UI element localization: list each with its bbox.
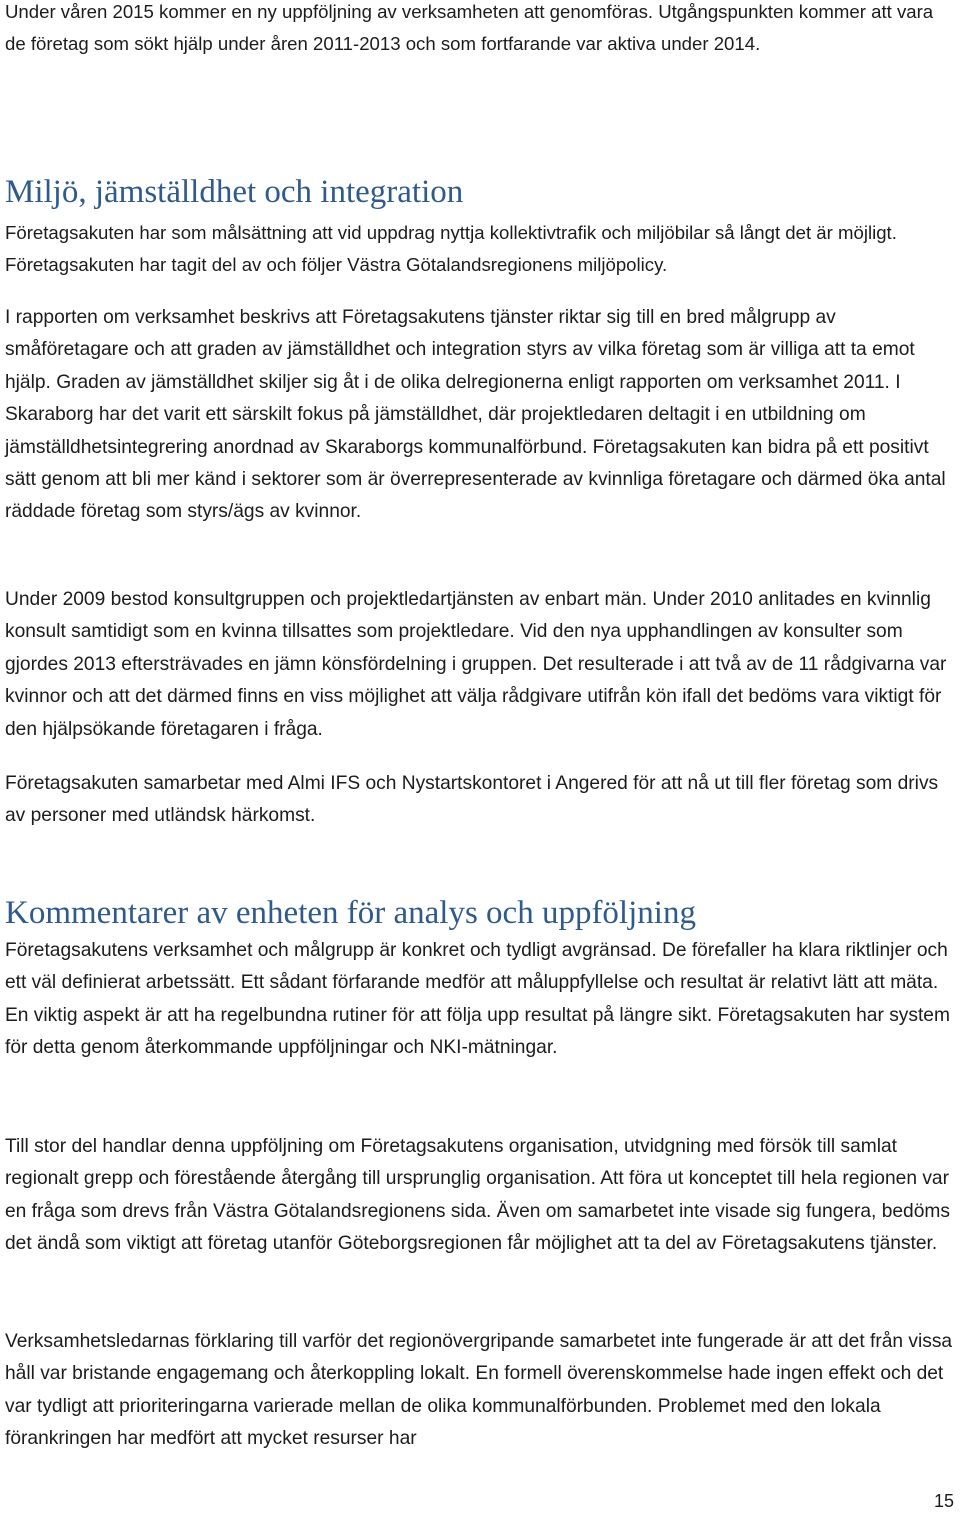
page-number: 15 <box>933 1491 954 1511</box>
section-heading-environment: Miljö, jämställdhet och integration <box>5 174 464 210</box>
environment-paragraph-3: Under 2009 bestod konsultgruppen och projektledartjänsten av enbart män. Under 2010 anlitades en kvinnlig konsult samtidigt som en kvinna tillsattes som projektledare. Vid den nya upphandlingen av konsulter som gjordes 2013 eftersträvades en jämn könsfördelning i gruppen. Det resulterade i att två av de 11 rådgivarna var kvinnor och att det därmed finns en viss möjlighet att välja rådgivare utifrån kön ifall det bedöms vara viktigt för den hjälpsökande företagaren i fråga. <box>5 589 947 740</box>
section-heading-comments: Kommentarer av enheten för analys och uppföljning <box>5 895 696 931</box>
environment-paragraph-1: Företagsakuten har som målsättning att vid uppdrag nyttja kollektivtrafik och miljöbilar så långt det är möjligt. Företagsakuten har tagit del av och följer Västra Götalandsregionens miljöpolicy. <box>5 222 897 275</box>
comments-paragraph-2: Till stor del handlar denna uppföljning om Företagsakutens organisation, utvidgning med försök till samlat regionalt grepp och förestående återgång till ursprunglig organisation. Att föra ut konceptet till hela regionen var en fråga som drevs från Västra Götalandsregionens sida. Även om samarbetet inte visade sig fungera, bedöms det ändå som viktigt att företag utanför Göteborgsregionen får möjlighet att ta del av Företagsakutens tjänster. <box>5 1136 950 1255</box>
environment-paragraph-4: Företagsakuten samarbetar med Almi IFS och Nystartskontoret i Angered för att nå ut till fler företag som drivs av personer med utländsk härkomst. <box>5 773 939 827</box>
environment-paragraph-2: I rapporten om verksamhet beskrivs att Företagsakutens tjänster riktar sig till en bred målgrupp av småföretagare och att graden av jämställdhet och integration styrs av vilka företag som är villiga att ta emot hjälp. Graden av jämställdhet skiljer sig åt i de olika delregionerna enligt rapporten om verksamhet 2011. I Skaraborg har det varit ett särskilt fokus på jämställdhet, där projektledaren deltagit i en utbildning om jämställdhetsintegrering anordnad av Skaraborgs kommunalförbund. Företagsakuten kan bidra på ett positivt sätt genom att bli mer känd i sektorer som är överrepresenterade av kvinnliga företagare och därmed öka antal räddade företag som styrs/ägs av kvinnor. <box>5 307 946 523</box>
intro-paragraph: Under våren 2015 kommer en ny uppföljning av verksamheten att genomföras. Utgångspunkten kommer att vara de företag som sökt hjälp under åren 2011-2013 och som fortfarande var aktiva under 2014. <box>5 1 934 54</box>
comments-paragraph-3: Verksamhetsledarnas förklaring till varför det regionövergripande samarbetet inte fungerade är att det från vissa håll var bristande engagemang och återkoppling lokalt. En formell överenskommelse hade ingen effekt och det var tydligt att prioriteringarna varierade mellan de olika kommunalförbunden. Problemet med den lokala förankringen har medfört att mycket resurser har <box>5 1331 953 1450</box>
comments-paragraph-1: Företagsakutens verksamhet och målgrupp är konkret och tydligt avgränsad. De förefaller ha klara riktlinjer och ett väl definierat arbetssätt. Ett sådant förfarande medför att måluppfyllelse och resultat är relativt lätt att mäta. En viktig aspekt är att ha regelbundna rutiner för att följa upp resultat på längre sikt. Företagsakuten har system för detta genom återkommande uppföljningar och NKI-mätningar. <box>5 940 950 1059</box>
